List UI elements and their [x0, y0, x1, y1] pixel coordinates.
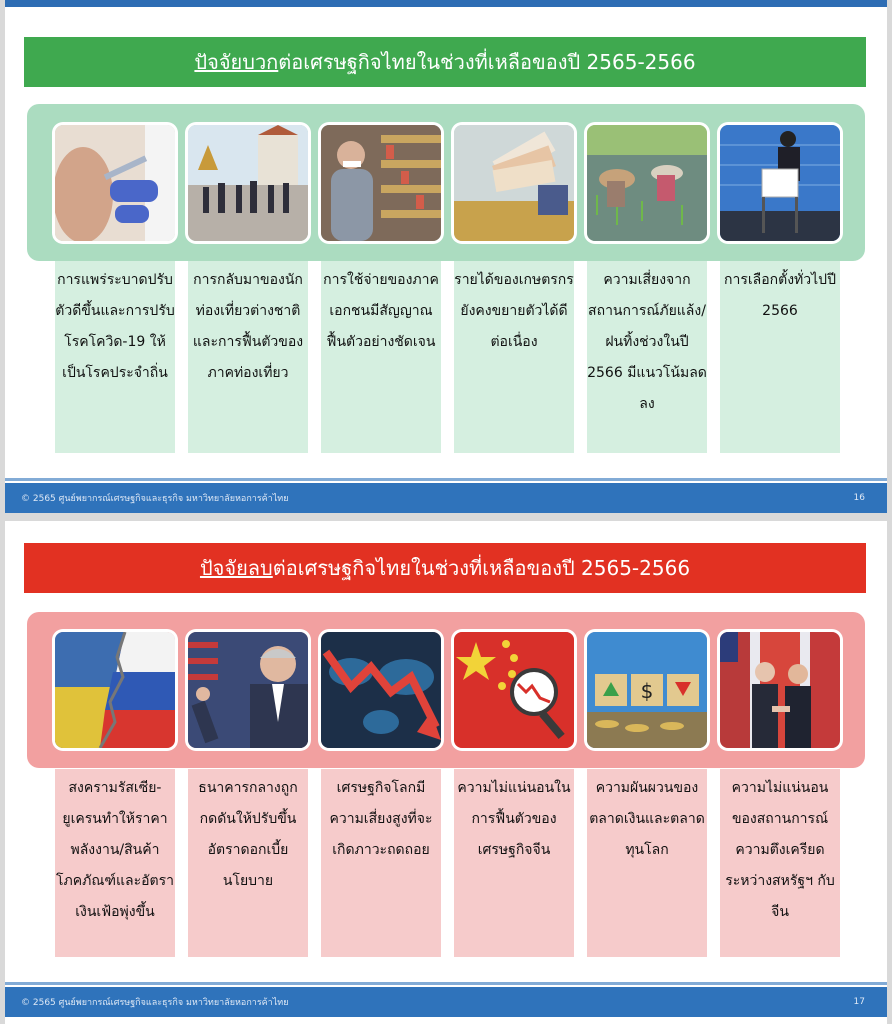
voting-booth-photo — [720, 125, 840, 241]
factor-card — [720, 769, 840, 957]
factor-text: เศรษฐกิจโลกมีความเสี่ยงสูงที่จะเกิดภาวะถดถอย — [329, 780, 433, 858]
factor-text: ธนาคารกลางถูกกดดันให้ปรับขึ้นอัตราดอกเบี้ยนโยบาย — [198, 780, 298, 889]
factor-card — [587, 769, 707, 957]
copyright-text: © 2565 ศูนย์พยากรณ์เศรษฐกิจและธุรกิจ มหาวิทยาลัยหอการค้าไทย — [21, 998, 289, 1008]
top-bar — [5, 0, 887, 7]
factor-card — [454, 769, 574, 957]
title-rest: ต่อเศรษฐกิจไทยในช่วงที่เหลือของปี 2565-2566 — [278, 50, 696, 74]
factor-text: สงครามรัสเซีย-ยูเครนทำให้ราคาพลังงาน/สินค้าโภคภัณฑ์และอัตราเงินเฟ้อพุ่งขึ้น — [56, 780, 174, 920]
factor-text: การเลือกตั้งทั่วไปปี 2566 — [724, 272, 836, 319]
factor-text: ความผันผวนของตลาดเงินและตลาดทุนโลก — [589, 780, 705, 858]
central-banker-photo — [188, 632, 308, 748]
title-keyword: ปัจจัยบวก — [194, 50, 279, 74]
factor-card — [55, 261, 175, 453]
tourists-temple-photo — [188, 125, 308, 241]
page-number: 16 — [853, 493, 865, 503]
factor-card — [55, 769, 175, 957]
slide-positive-factors — [5, 0, 887, 513]
factor-card — [720, 261, 840, 453]
factor-text: การใช้จ่ายของภาคเอกชนมีสัญญาณฟื้นตัวอย่างชัดเจน — [323, 272, 439, 350]
us-china-leaders-photo — [720, 632, 840, 748]
page-number: 17 — [853, 997, 865, 1007]
china-flag-magnifier-photo — [454, 632, 574, 748]
slide-title-banner — [24, 543, 866, 593]
factor-text: รายได้ของเกษตรกรยังคงขยายตัวได้ดีต่อเนื่อง — [454, 272, 574, 350]
factor-text: การแพร่ระบาดปรับตัวดีขึ้นและการปรับโรคโควิด-19 ให้เป็นโรคประจำถิ่น — [55, 272, 175, 381]
dollar-blocks-coins-photo — [587, 632, 707, 748]
factor-text: การกลับมาของนักท่องเที่ยวต่างชาติ และการฟื้นตัวของภาคท่องเที่ยว — [192, 272, 304, 381]
ukraine-russia-flags-photo — [55, 632, 175, 748]
title-keyword: ปัจจัยลบ — [199, 556, 273, 580]
factor-text: ความเสี่ยงจากสถานการณ์ภัยแล้ง/ฝนทิ้งช่วงในปี 2566 มีแนวโน้มลดลง — [587, 272, 707, 412]
copyright-text: © 2565 ศูนย์พยากรณ์เศรษฐกิจและธุรกิจ มหาวิทยาลัยหอการค้าไทย — [21, 494, 289, 504]
title-rest: ต่อเศรษฐกิจไทยในช่วงที่เหลือของปี 2565-2566 — [272, 556, 691, 580]
factor-card — [454, 261, 574, 453]
slide-title-banner — [24, 37, 866, 87]
factor-text: ความไม่แน่นอนของสถานการณ์ความตึงเครียดระหว่างสหรัฐฯ กับจีน — [725, 780, 835, 920]
rice-planting-photo — [587, 125, 707, 241]
factor-card — [188, 769, 308, 957]
factor-text: ความไม่แน่นอนในการฟื้นตัวของเศรษฐกิจจีน — [457, 780, 571, 858]
factor-card — [188, 261, 308, 453]
slide-footer — [5, 987, 887, 1017]
falling-world-chart-photo — [321, 632, 441, 748]
factor-card — [587, 261, 707, 453]
supermarket-shopper-photo — [321, 125, 441, 241]
slide-footer — [5, 483, 887, 513]
vaccination-photo — [55, 125, 175, 241]
factor-card — [321, 261, 441, 453]
svg-text:$: $ — [640, 679, 654, 703]
baht-banknotes-rice-photo — [454, 125, 574, 241]
slide-negative-factors — [5, 521, 887, 1024]
factor-card — [321, 769, 441, 957]
